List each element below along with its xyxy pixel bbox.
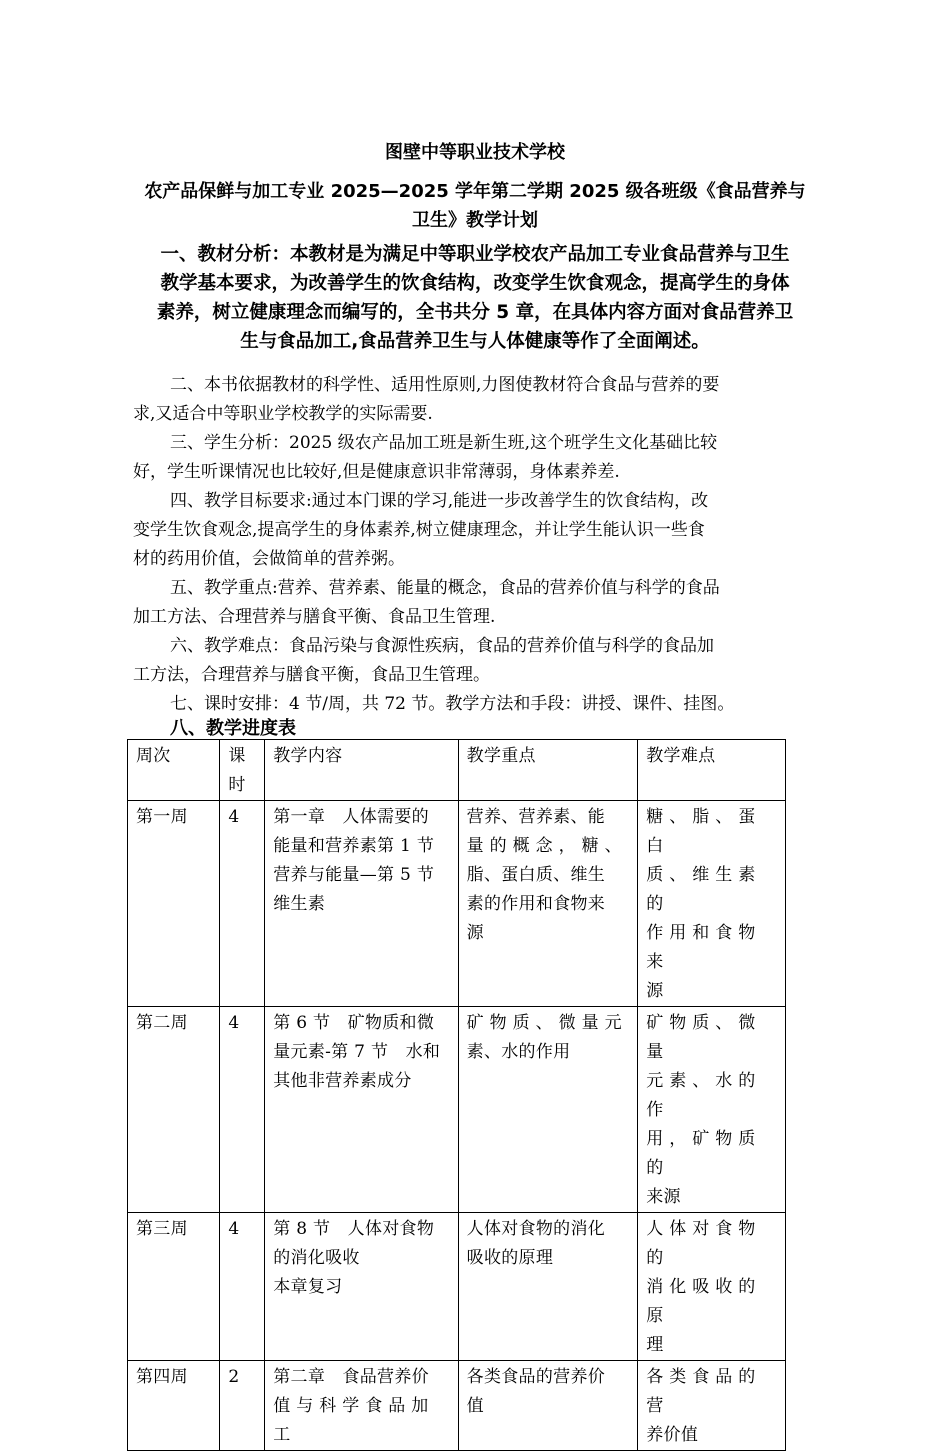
section1-line: 生与食品加工,食品营养卫生与人体健康等作了全面阐述。 [240,331,710,352]
header-content: 教学内容 [273,746,343,766]
cell-hours: 2 [228,1367,240,1387]
schedule-heading: 八、教学进度表 [170,718,296,739]
section3-line: 好，学生听课情况也比较好,但是健康意识非常薄弱，身体素养差. [133,462,620,482]
header-difficulties: 教学难点 [646,746,716,766]
header-key-points: 教学重点 [466,746,536,766]
section4-line: 四、教学目标要求:通过本门课的学习,能进一步改善学生的饮食结构，改 [170,491,709,511]
cell-week: 第三周 [136,1219,188,1239]
cell-content: 第 6 节 矿物质和微 量元素-第 7 节 水和 其他非营养素成分 [273,1013,441,1091]
cell-difficulties: 矿 物 质 、 微 量 元 素 、 水 的 作 用 ， 矿 物 质 的 来源 [646,1013,756,1207]
section7-line: 七、课时安排：4 节/周，共 72 节。教学方法和手段：讲授、课件、挂图。 [170,694,735,714]
cell-key-points: 矿 物 质 、 微 量 元 素、水的作用 [466,1013,622,1062]
header-hours: 课 时 [228,746,246,795]
plan-title-line2: 卫生》教学计划 [412,210,538,231]
cell-content: 第二章 食品营养价 值 与 科 学 食 品 加 工 [273,1367,429,1445]
cell-key-points: 人体对食物的消化 吸收的原理 [466,1219,606,1268]
table-header-row [128,740,786,801]
section6-line: 六、教学难点：食品污染与食源性疾病，食品的营养价值与科学的食品加 [170,636,714,656]
table-row [128,1213,786,1361]
section1-line: 一、教材分析：本教材是为满足中等职业学校农产品加工专业食品营养与卫生 [160,244,790,265]
section1-line: 素养，树立健康理念而编写的，全书共分 5 章，在具体内容方面对食品营养卫 [156,302,794,323]
school-name: 图壁中等职业技术学校 [385,142,565,163]
plan-title-line1: 农产品保鲜与加工专业 2025—2025 学年第二学期 2025 级各班级《食品营养与 [144,181,806,202]
cell-difficulties: 各 类 食 品 的 营 养价值 [646,1367,756,1445]
table-row [128,1361,786,1451]
section5-line: 加工方法、合理营养与膳食平衡、食品卫生管理. [133,607,496,627]
cell-hours: 4 [228,807,240,827]
section4-line: 变学生饮食观念,提高学生的身体素养,树立健康理念，并让学生能认识一些食 [133,520,705,540]
table-row [128,801,786,1007]
cell-content: 第一章 人体需要的 能量和营养素第 1 节 营养与能量—第 5 节 维生素 [273,807,435,914]
header-week: 周次 [136,746,171,766]
section3-line: 三、学生分析：2025 级农产品加工班是新生班,这个班学生文化基础比较 [170,433,718,453]
schedule-table [127,739,786,1451]
cell-content: 第 8 节 人体对食物 的消化吸收 本章复习 [273,1219,435,1297]
section4-line: 材的药用价值，会做简单的营养粥。 [133,549,405,569]
cell-key-points: 各类食品的营养价 值 [466,1367,606,1416]
cell-key-points: 营养、营养素、能 量 的 概 念 ， 糖 、 脂、蛋白质、维生 素的作用和食物来 源 [466,807,622,943]
section5-line: 五、教学重点:营养、营养素、能量的概念，食品的营养价值与科学的食品 [170,578,720,598]
cell-week: 第四周 [136,1367,188,1387]
section2-line: 二、本书依据教材的科学性、适用性原则,力图使教材符合食品与营养的要 [170,375,720,395]
section6-line: 工方法，合理营养与膳食平衡，食品卫生管理。 [133,665,490,685]
cell-hours: 4 [228,1219,240,1239]
section2-line: 求,又适合中等职业学校教学的实际需要. [133,404,433,424]
cell-week: 第二周 [136,1013,188,1033]
cell-difficulties: 糖 、 脂 、 蛋 白 质 、 维 生 素 的 作 用 和 食 物 来 源 [646,807,756,1001]
cell-hours: 4 [228,1013,240,1033]
cell-difficulties: 人 体 对 食 物 的 消 化 吸 收 的 原 理 [646,1219,756,1355]
section1-line: 教学基本要求，为改善学生的饮食结构，改变学生饮食观念，提高学生的身体 [160,273,790,294]
cell-week: 第一周 [136,807,188,827]
table-row [128,1007,786,1213]
